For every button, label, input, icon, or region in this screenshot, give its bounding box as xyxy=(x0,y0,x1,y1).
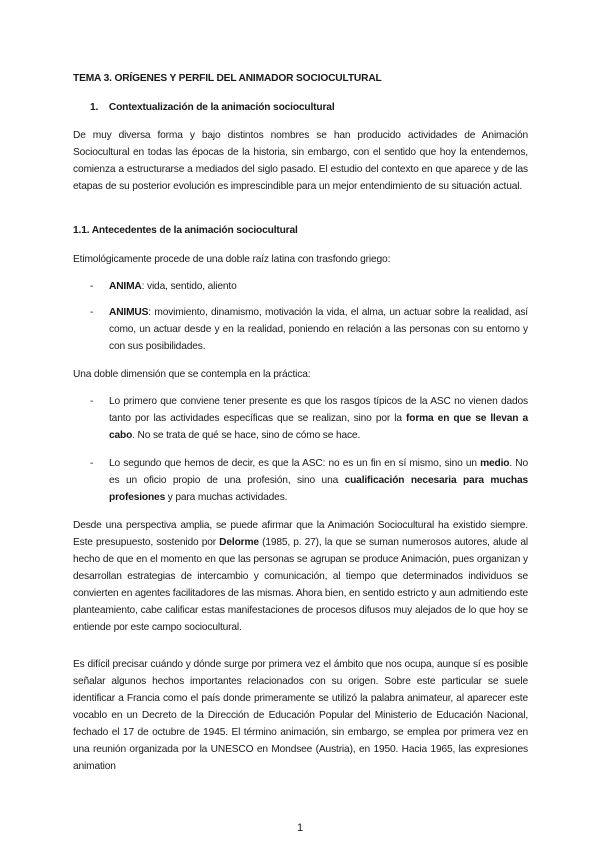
definition: : vida, sentido, aliento xyxy=(141,281,237,292)
page-number: 1 xyxy=(296,822,304,834)
bullet-dash: - xyxy=(90,307,94,318)
list-item-first xyxy=(90,393,528,444)
text: Lo primero que conviene tener presente es que los rasgos típicos de la ASC no vienen dados tanto por las actividades específicas que se realizan, sino por la xyxy=(109,396,528,424)
section-heading-1 xyxy=(90,99,545,116)
text: y para muchas actividades. xyxy=(165,492,288,503)
text: Desde una perspectiva amplia, se puede afirmar que la Animación Sociocultural ha existido siempre. Este presupuesto, sostenido por xyxy=(73,520,528,548)
bullet-dash: - xyxy=(90,281,94,292)
list-item-second xyxy=(90,455,528,506)
bullet-dash: - xyxy=(90,396,94,407)
document-title: TEMA 3. ORÍGENES Y PERFIL DEL ANIMADOR SOCIOCULTURAL xyxy=(73,73,382,84)
section-number: 1. xyxy=(90,102,99,113)
term: ANIMA xyxy=(109,281,142,292)
bold-text: medio xyxy=(480,458,510,469)
section-label: Contextualización de la animación sociocultural xyxy=(108,102,335,113)
text: . No es un oficio propio de una profesión, sino una xyxy=(109,458,528,486)
text: . No se trata de qué se hace, sino de cómo se hace. xyxy=(132,430,361,441)
text: Lo segundo que hemos de decir, es que la ASC: no es un fin en sí mismo, sino un xyxy=(109,458,481,469)
list-item-animus xyxy=(90,304,528,355)
paragraph-etymology: Etimológicamente procede de una doble raíz latina con trasfondo griego: xyxy=(73,254,391,265)
bullet-dash: - xyxy=(90,458,94,469)
paragraph-perspective xyxy=(73,517,528,636)
paragraph-intro: De muy diversa forma y bajo distintos nombres se han producido actividades de Animación Sociocultural en todas las épocas de la historia, sin embargo, con el sentido que hoy la entendemos, comienza a estructurarse a mediados del siglo pasado. El estudio del contexto en que aparece y de las etapas de su posterior evolución es imprescindible para un mejor entendimiento de su situación actual. xyxy=(73,130,528,192)
bold-text: cualificación necesaria para muchas profesiones xyxy=(109,475,528,503)
text: (1985, p. 27), la que se suman numerosos autores, alude al hecho de que en el momento en que las personas se agrupan se produce Animación, pues organizan y desarrollan estrategias de intercambio y comunicación, al tiempo que determinados individuos se convierten en agentes facilitadores de las mismas. Ahora bien, en sentido estricto y aun admitiendo este planteamiento, cabe calificar estas manifestaciones de procesos difusos muy alejados de lo que hoy se entiende por este campo sociocultural. xyxy=(73,537,528,633)
section-heading-1-1: 1.1. Antecedentes de la animación sociocultural xyxy=(73,225,298,236)
paragraph-dimension: Una doble dimensión que se contempla en la práctica: xyxy=(73,369,311,380)
bold-text: Delorme xyxy=(219,537,259,548)
term: ANIMUS xyxy=(109,307,149,318)
paragraph-origin: Es difícil precisar cuándo y dónde surge por primera vez el ámbito que nos ocupa, aunque sí es posible señalar algunos hechos importantes relacionados con su origen. Sobre este particular se suele identificar a Francia como el país donde primeramente se utilizó la palabra animateur, al aparecer este vocablo en un Decreto de la Dirección de Educación Popular del Ministerio de Educación Nacional, fechado el 17 de octubre de 1945. El término animación, sin embargo, se emplea por primera vez en una reunión organizada por la UNESCO en Mondsee (Austria), en 1950. Hacia 1965, las expresiones animation xyxy=(73,659,528,772)
list-item-anima xyxy=(90,278,528,295)
definition: : movimiento, dinamismo, motivación la vida, el alma, un actuar sobre la realidad, así como, un actuar desde y en la realidad, poniendo en relación a las personas con su entorno y con sus posibilidades. xyxy=(109,307,528,352)
bold-text: forma en que se llevan a cabo xyxy=(109,413,528,441)
